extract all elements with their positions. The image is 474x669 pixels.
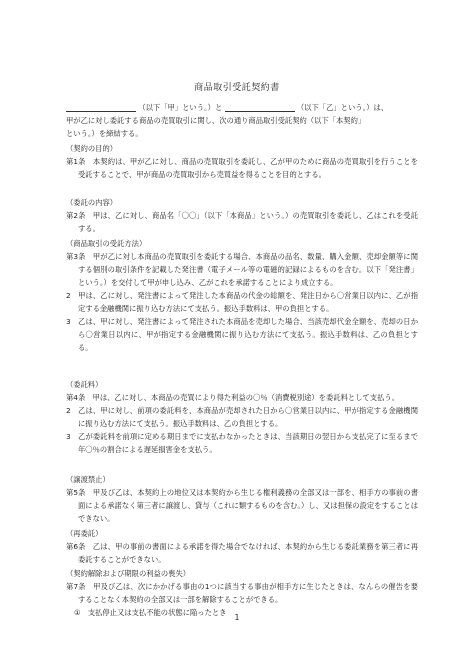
heading-article-3: （商品取引の受託方法） (66, 239, 147, 248)
intro-line-2: 甲が乙に対し委託する商品の売買取引に関し、次の通り商品取引受託契約（以下「本契約」 (66, 116, 366, 125)
article-4-para-1: 第4条 甲は、乙に対し、本商品の売買により得た利益の〇％（消費税別途）を委託料として支払う。 (66, 393, 399, 402)
document-title: 商品取引受託契約書 (194, 83, 280, 93)
intro-part-1: （以下「甲」という。）と (138, 103, 223, 112)
intro-part-2: （以下「乙」という。）は、 (296, 103, 389, 112)
article-3-para-1: 第3条 甲が乙に対し本商品の売買取引を委託する場合、本商品の品名、数量、購入金額、売却金額等に関する個別の取引条件を記載した発注書（電子メール等の電磁的記録によるものを含む。以下「発注書」という。）を交付して甲が申し込み、乙がこれを承諾することにより成立する。 (66, 252, 418, 287)
article-3-para-2: 2 甲は、乙に対し、発注書によって発注した本商品の代金の総額を、発注日から〇営業日以内に、乙が指定する金融機関に振り込む方法にて支払う。振込手数料は、甲の負担とする。 (66, 291, 418, 313)
article-6-para-1: 第6条 乙は、甲の事前の書面による承諾を得た場合でなければ、本契約から生じる委託業務を第三者に再委託することができない。 (66, 542, 418, 564)
heading-article-4: （委託料） (66, 380, 103, 389)
intro-paragraph (66, 101, 418, 140)
intro-line-3: という。）を締結する。 (66, 129, 143, 138)
party-a-blank (66, 101, 136, 112)
heading-article-5: （譲渡禁止） (66, 475, 110, 484)
article-3-para-3: 3 乙は、甲に対し、発注書によって発注された本商品を売却した場合、当該売却代金全額を、売却の日から〇営業日以内に、甲が指定する金融機関に振り込む方法にて支払う。振込手数料は、乙の負担とする。 (66, 317, 418, 352)
heading-article-1: （契約の目的） (66, 144, 118, 153)
article-4-para-3: 3 乙が委託料を前項に定める期日までに支払わなかったときは、当該期日の翌日から支払完了に至るまで年〇％の割合による遅延損害金を支払う。 (66, 432, 418, 454)
heading-article-6: （再委託） (66, 529, 103, 538)
article-6 (66, 540, 418, 566)
page-number: 1 (234, 613, 240, 622)
article-2-para-1: 第2条 甲は、乙に対し、商品名「〇〇」（以下「本商品」という。）の売買取引を委託し、乙はこれを受託する。 (66, 211, 418, 233)
article-1 (66, 155, 418, 181)
article-3 (66, 250, 418, 354)
article-5 (66, 486, 418, 525)
intro-line-1 (66, 101, 418, 114)
heading-article-7: （契約解除および期限の利益の喪失） (66, 569, 191, 578)
article-7-para-1: 第7条 甲及び乙は、次にかかげる事由の1つに該当する事由が相手方に生じたときは、なんらの催告を要することなく本契約の全部又は一部を解除することができる。 (66, 582, 418, 604)
party-b-blank (225, 101, 295, 112)
article-1-para-1: 第1条 本契約は、甲が乙に対し、商品の売買取引を委託し、乙が甲のために商品の売買取引を行うことを受託することで、甲が商品の売買取引から売買益を得ることを目的とする。 (66, 157, 418, 179)
article-4-para-2: 2 乙は、甲に対し、前項の委託料を、本商品が売却された日から〇営業日以内に、甲が指定する金融機関に振り込む方法にて支払う。振込手数料は、乙の負担とする。 (66, 406, 418, 428)
article-4 (66, 391, 418, 456)
article-5-para-1: 第5条 甲及び乙は、本契約上の地位又は本契約から生じる権利義務の全部又は一部を、相手方の事前の書面による承諾なく第三者に譲渡し、貸与（これに類するものを含む。）し、又は担保の設定をすることはできない。 (66, 488, 418, 523)
article-2 (66, 209, 418, 235)
article-7-item-1: ① 支払停止又は支払不能の状態に陥ったとき (74, 608, 227, 617)
heading-article-2: （委託の内容） (66, 198, 118, 207)
